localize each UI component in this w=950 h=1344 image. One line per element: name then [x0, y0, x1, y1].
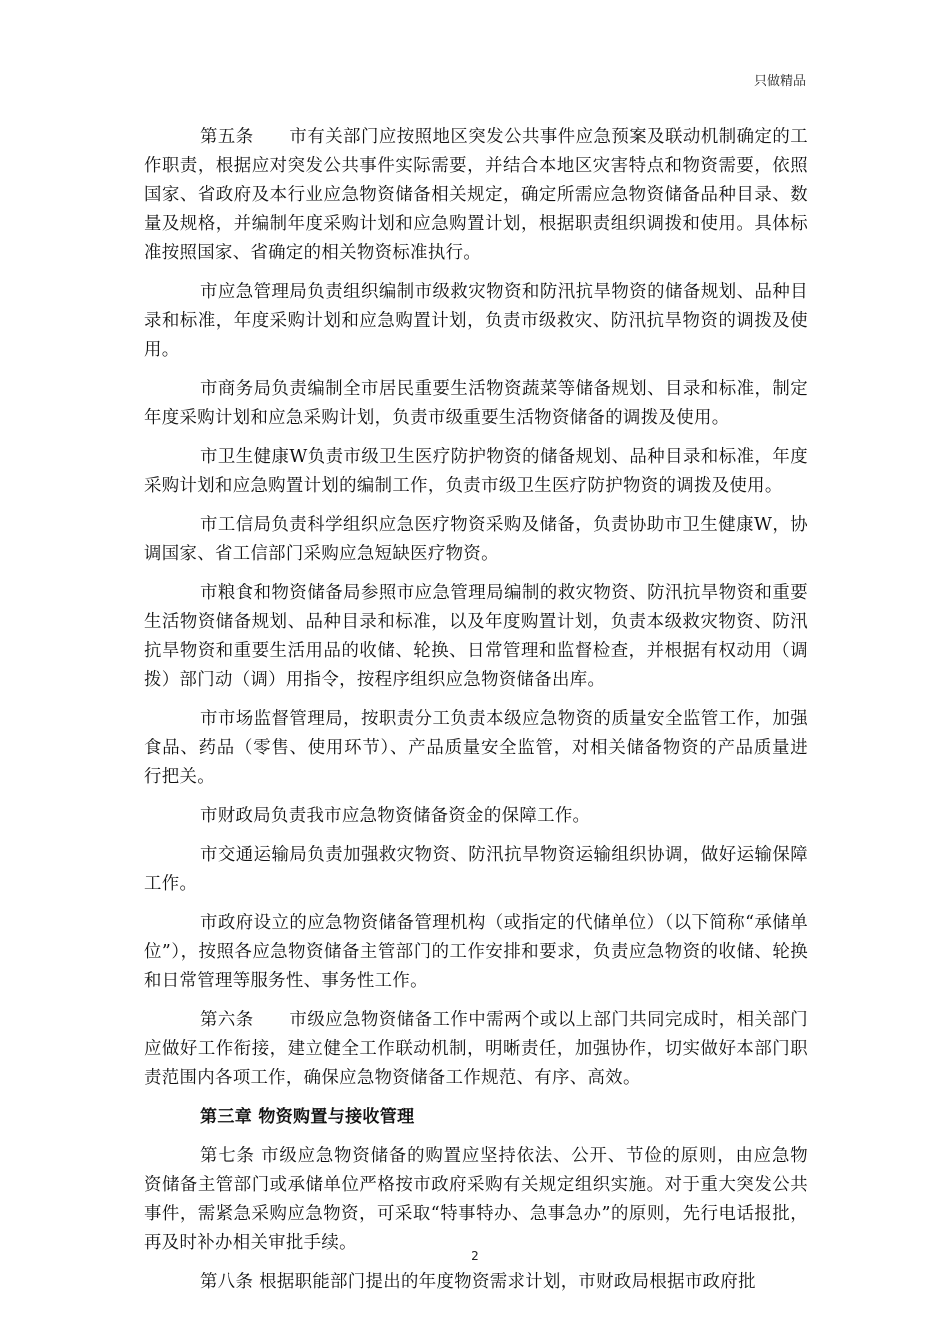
paragraph-health-commission: 市卫生健康W负责市级卫生医疗防护物资的储备规划、品种目录和标准，年度采购计划和应急购置计划的编制工作，负责市级卫生医疗防护物资的调拨及使用。: [144, 447, 808, 496]
document-body: [144, 123, 808, 1307]
paragraph-emergency-management-bureau: 市应急管理局负责组织编制市级救灾物资和防汛抗旱物资的储备规划、品种目录和标准，年度采购计划和应急购置计划，负责市级救灾、防汛抗旱物资的调拨及使用。: [144, 282, 808, 360]
paragraph-commerce-bureau: 市商务局负责编制全市居民重要生活物资蔬菜等储备规划、目录和标准，制定年度采购计划和应急采购计划，负责市级重要生活物资储备的调拨及使用。: [144, 379, 808, 428]
header-tag: 只做精品: [753, 74, 806, 89]
paragraph-industry-information-bureau: 市工信局负责科学组织应急医疗物资采购及储备，负责协助市卫生健康W，协调国家、省工信部门采购应急短缺医疗物资。: [144, 515, 808, 564]
paragraph-article-6: 第六条 市级应急物资储备工作中需两个或以上部门共同完成时，相关部门应做好工作衔接，建立健全工作联动机制，明晰责任，加强协作，切实做好本部门职责范围内各项工作，确保应急物资储备工作规范、有序、高效。: [144, 1010, 808, 1088]
page-number: 2: [471, 1249, 479, 1263]
paragraph-finance-bureau: 市财政局负责我市应急物资储备资金的保障工作。: [200, 806, 591, 826]
paragraph-article-7: 第七条 市级应急物资储备的购置应坚持依法、公开、节俭的原则，由应急物资储备主管部门或承储单位严格按市政府采购有关规定组织实施。对于重大突发公共事件，需紧急采购应急物资，可采取“特事特办、急事急办”的原则，先行电话报批，再及时补办相关审批手续。: [144, 1146, 808, 1253]
paragraph-transport-bureau: 市交通运输局负责加强救灾物资、防汛抗旱物资运输组织协调，做好运输保障工作。: [144, 845, 808, 894]
chapter-heading: 第三章 物资购置与接收管理: [200, 1107, 415, 1127]
paragraph-grain-reserves-bureau: 市粮食和物资储备局参照市应急管理局编制的救灾物资、防汛抗旱物资和重要生活物资储备规划、品种目录和标准，以及年度购置计划，负责本级救灾物资、防汛抗旱物资和重要生活用品的收储、轮换、日常管理和监督检查，并根据有权动用（调拨）部门动（调）用指令，按程序组织应急物资储备出库。: [144, 583, 808, 690]
paragraph-article-8: 第八条 根据职能部门提出的年度物资需求计划，市财政局根据市政府批: [200, 1272, 756, 1292]
paragraph-article-5: 第五条 市有关部门应按照地区突发公共事件应急预案及联动机制确定的工作职责，根据应对突发公共事件实际需要，并结合本地区灾害特点和物资需要，依照国家、省政府及本行业应急物资储备相关规定，确定所需应急物资储备品种目录、数量及规格，并编制年度采购计划和应急购置计划，根据职责组织调拨和使用。具体标准按照国家、省确定的相关物资标准执行。: [144, 127, 808, 263]
paragraph-market-supervision-bureau: 市市场监督管理局，按职责分工负责本级应急物资的质量安全监管工作，加强食品、药品（零售、使用环节）、产品质量安全监管，对相关储备物资的产品质量进行把关。: [144, 709, 808, 787]
paragraph-storage-agency: 市政府设立的应急物资储备管理机构（或指定的代储单位）（以下简称“承储单位”），按照各应急物资储备主管部门的工作安排和要求，负责应急物资的收储、轮换和日常管理等服务性、事务性工作。: [144, 913, 808, 991]
